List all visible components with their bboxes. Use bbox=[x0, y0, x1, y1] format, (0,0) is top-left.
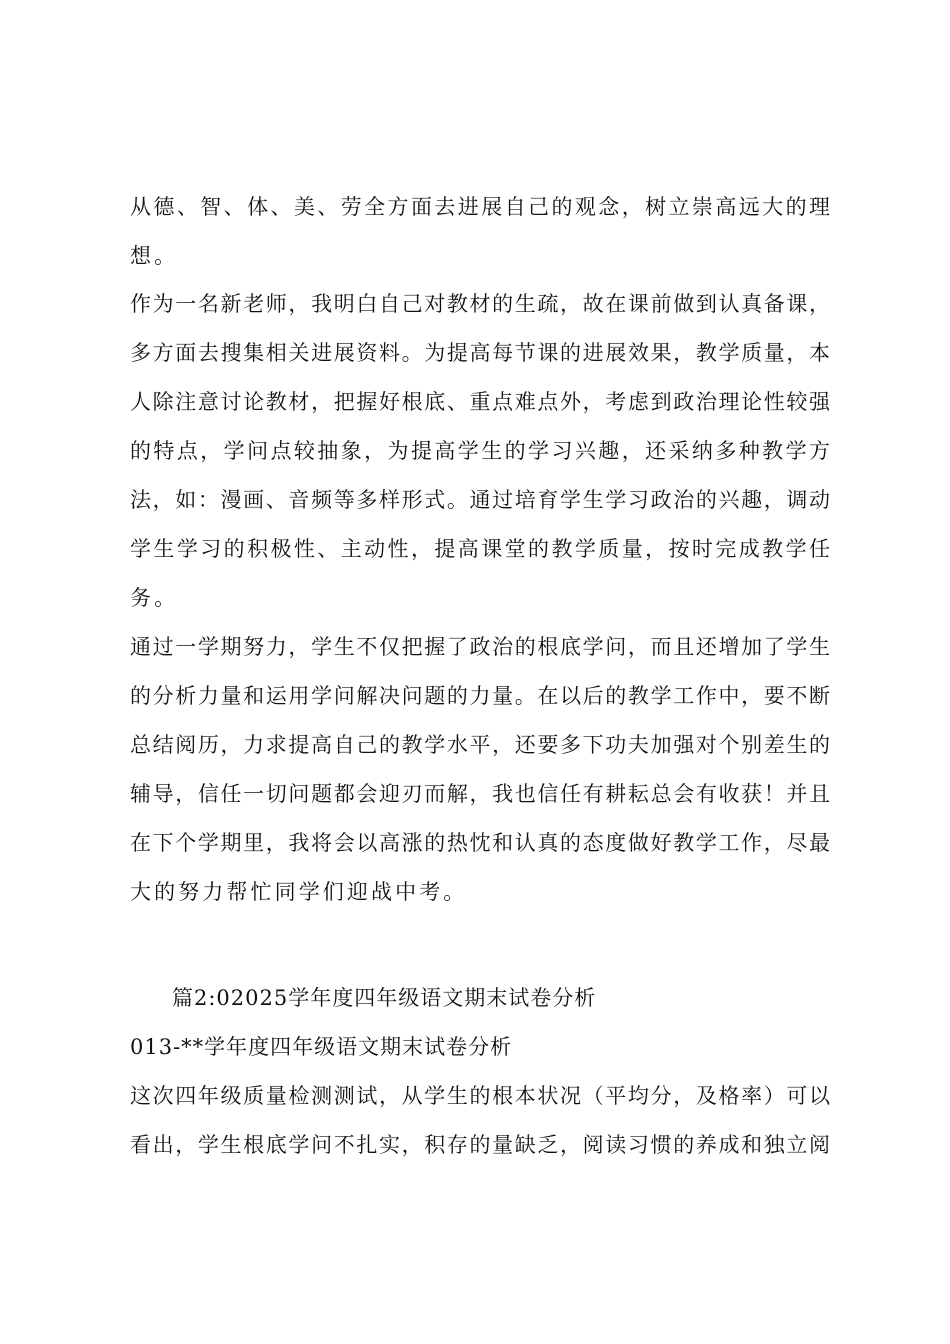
paragraph-3-line-1: 通过一学期努力，学生不仅把握了政治的根底学问，而且还增加了学生 bbox=[130, 635, 830, 659]
section-2-line-1: 这次四年级质量检测测试，从学生的根本状况（平均分，及格率）可以 bbox=[130, 1084, 830, 1108]
section-2-line-2: 看出，学生根底学问不扎实，积存的量缺乏，阅读习惯的养成和独立阅 bbox=[130, 1133, 830, 1157]
paragraph-2-line-1: 作为一名新老师，我明白自己对教材的生疏，故在课前做到认真备课， bbox=[130, 292, 830, 316]
paragraph-1-line-2: 想。 bbox=[130, 244, 179, 268]
paragraph-2-line-4: 的特点，学问点较抽象，为提高学生的学习兴趣，还采纳多种教学方 bbox=[130, 439, 830, 463]
paragraph-3-line-2: 的分析力量和运用学问解决问题的力量。在以后的教学工作中，要不断 bbox=[130, 684, 830, 708]
paragraph-1-line-1: 从德、智、体、美、劳全方面去进展自己的观念，树立崇高远大的理 bbox=[130, 195, 830, 219]
paragraph-2-line-6: 学生学习的积极性、主动性，提高课堂的教学质量，按时完成教学任 bbox=[130, 537, 830, 561]
paragraph-3-line-4: 辅导，信任一切问题都会迎刃而解，我也信任有耕耘总会有收获！并且 bbox=[130, 782, 830, 806]
paragraph-2-line-2: 多方面去搜集相关进展资料。为提高每节课的进展效果，教学质量，本 bbox=[130, 341, 830, 365]
paragraph-2-line-3: 人除注意讨论教材，把握好根底、重点难点外，考虑到政治理论性较强 bbox=[130, 390, 830, 414]
paragraph-3-line-3: 总结阅历，力求提高自己的教学水平，还要多下功夫加强对个别差生的 bbox=[130, 733, 830, 757]
paragraph-2-line-7: 务。 bbox=[130, 586, 179, 610]
paragraph-3-line-5: 在下个学期里，我将会以高涨的热忱和认真的态度做好教学工作，尽最 bbox=[130, 831, 830, 855]
paragraph-3-line-6: 大的努力帮忙同学们迎战中考。 bbox=[130, 880, 468, 904]
paragraph-2-line-5: 法，如：漫画、音频等多样形式。通过培育学生学习政治的兴趣，调动 bbox=[130, 488, 830, 512]
section-2-subheading: 013-**学年度四年级语文期末试卷分析 bbox=[130, 1035, 513, 1059]
section-2-heading: 篇2:02025学年度四年级语文期末试卷分析 bbox=[172, 986, 597, 1010]
